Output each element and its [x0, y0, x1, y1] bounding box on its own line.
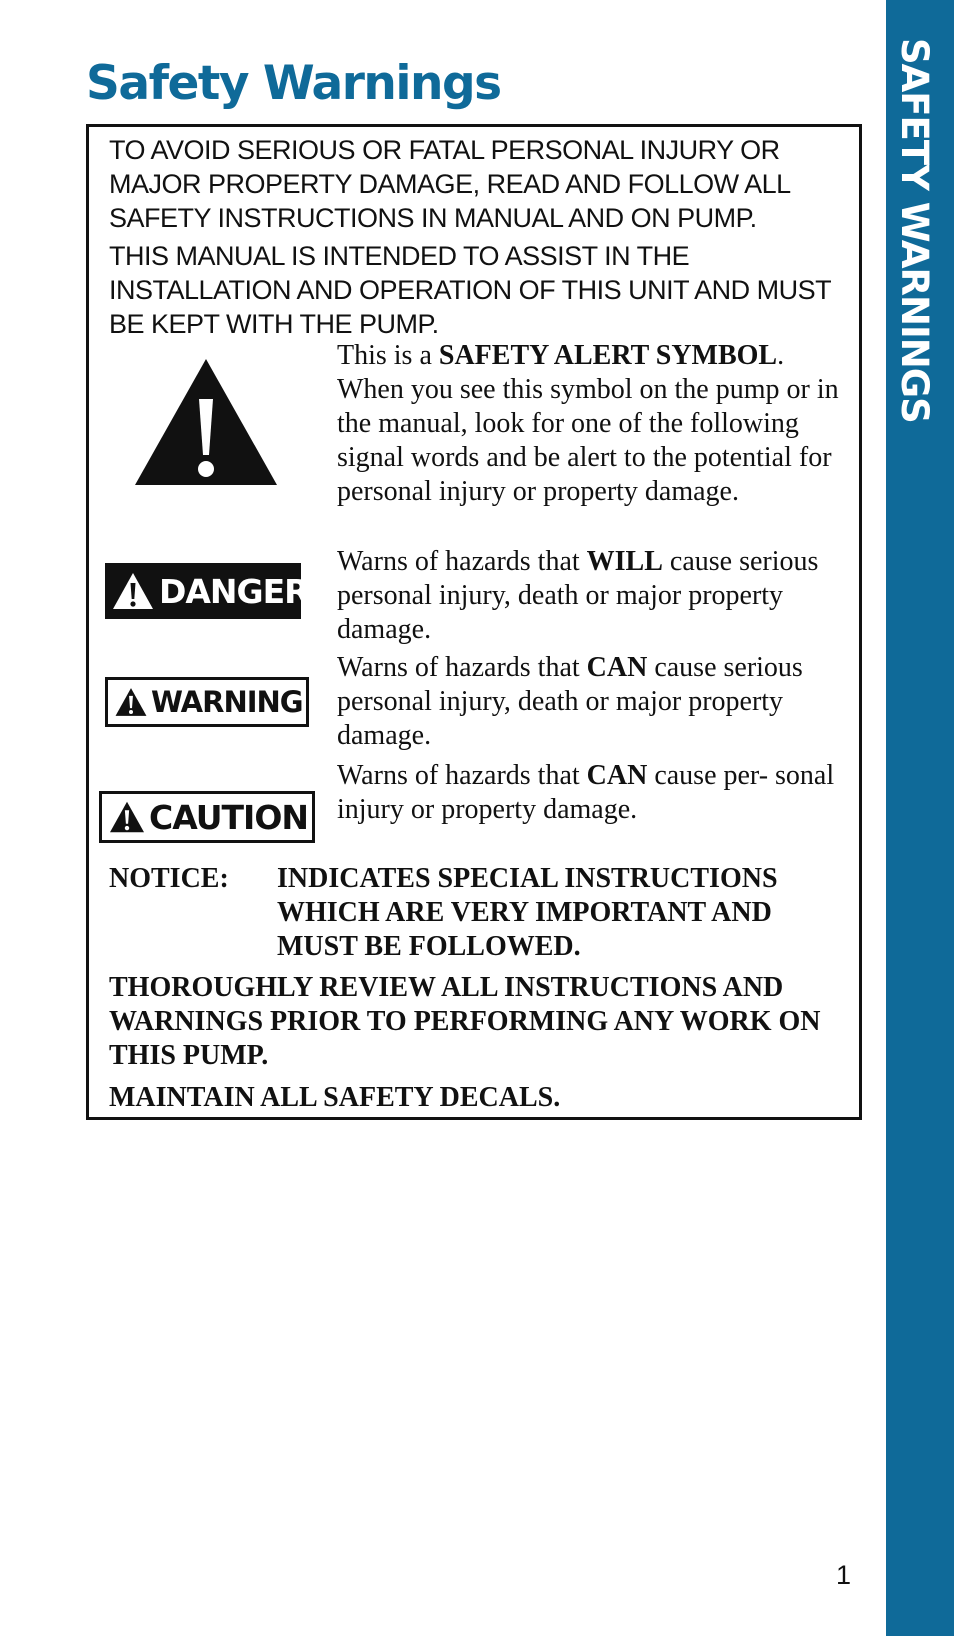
intro-warning-text: TO AVOID SERIOUS OR FATAL PERSONAL INJURY OR MAJOR PROPERTY DAMAGE, READ AND FOLLOW ALL SAFETY INSTRUCTIONS IN MANUAL AND ON PUMP.: [109, 135, 790, 233]
page-number: 1: [836, 1560, 852, 1590]
warning-alert-icon: [114, 686, 148, 718]
warning-description: Warns of hazards that CAN cause serious personal injury, death or major property damage.: [337, 652, 803, 751]
caution-badge-label: CAUTION: [149, 797, 308, 837]
caution-alert-icon: [108, 800, 146, 834]
manual-purpose-text: THIS MANUAL IS INTENDED TO ASSIST IN THE INSTALLATION AND OPERATION OF THIS UNIT AND MUST BE KEPT WITH THE PUMP.: [109, 241, 831, 339]
warning-badge: [105, 677, 309, 727]
alert-symbol-description: This is a SAFETY ALERT SYMBOL. When you see this symbol on the pump or in the manual, look for one of the following signal words and be alert to the potential for personal injury or property damage.: [337, 340, 839, 507]
notice-label: NOTICE:: [109, 863, 229, 894]
safety-alert-triangle-icon: [133, 357, 279, 487]
caution-description: Warns of hazards that CAN cause per- sonal injury or property damage.: [337, 760, 835, 825]
warning-badge-label: WARNING: [151, 685, 303, 719]
danger-badge: [105, 563, 309, 619]
danger-description: Warns of hazards that WILL cause serious personal injury, death or major property damage.: [337, 546, 819, 645]
page-title: Safety Warnings: [86, 56, 501, 111]
danger-badge-label: DANGER: [159, 571, 309, 611]
review-instructions-text: THOROUGHLY REVIEW ALL INSTRUCTIONS AND WARNINGS PRIOR TO PERFORMING ANY WORK ON THIS PUMP.: [109, 972, 821, 1071]
caution-badge: [99, 791, 315, 843]
side-tab-label: SAFETY WARNINGS: [893, 38, 936, 423]
danger-alert-icon: [111, 571, 155, 611]
safety-warning-box: [86, 124, 862, 1120]
side-tab: [886, 0, 954, 1636]
maintain-decals-text: MAINTAIN ALL SAFETY DECALS.: [109, 1082, 561, 1113]
notice-text: INDICATES SPECIAL INSTRUCTIONS WHICH ARE VERY IMPORTANT AND MUST BE FOLLOWED.: [277, 863, 778, 962]
